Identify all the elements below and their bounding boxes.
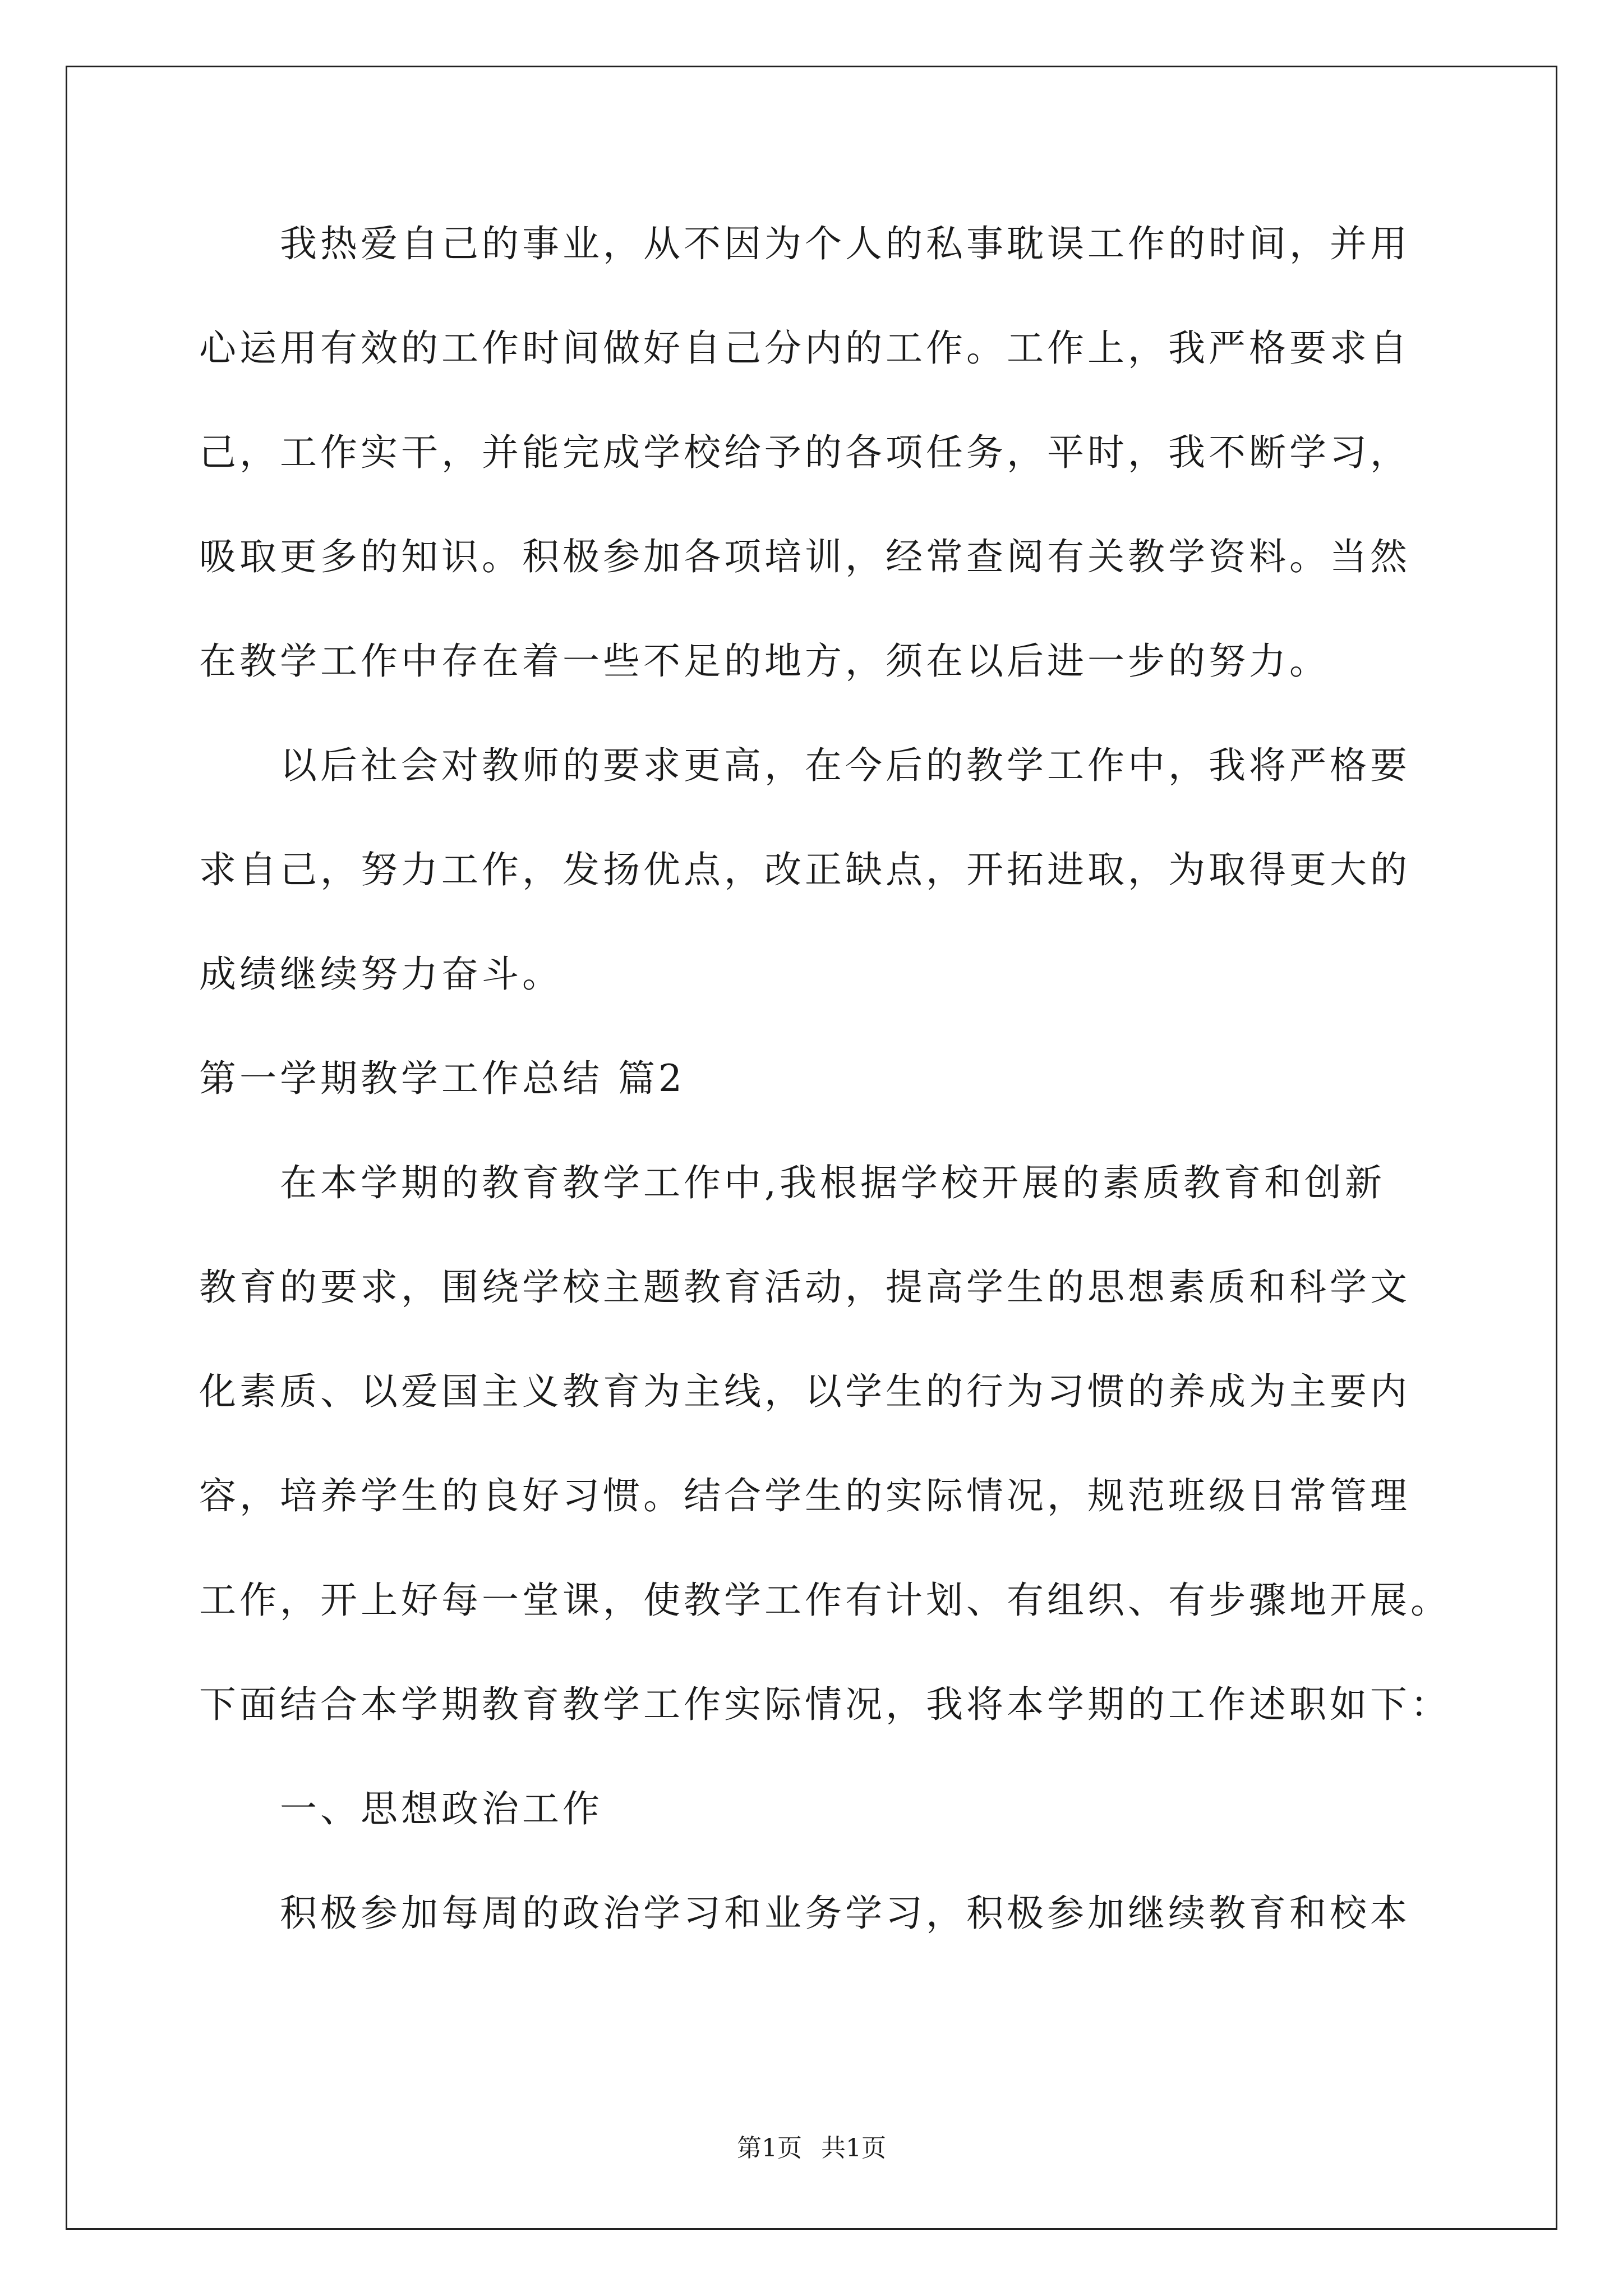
paragraph-line: 成绩继续努力奋斗。 bbox=[199, 953, 562, 996]
paragraph-line: 在教学工作中存在着一些不足的地方，须在以后进一步的努力。 bbox=[199, 639, 1330, 683]
page-footer bbox=[0, 2132, 1623, 2165]
paragraph-line: 己，工作实干，并能完成学校给予的各项任务，平时，我不断学习， bbox=[199, 431, 1410, 474]
paragraph-line: 积极参加每周的政治学习和业务学习，积极参加继续教育和校本 bbox=[199, 1892, 1410, 1935]
paragraph-line: 容，培养学生的良好习惯。结合学生的实际情况，规范班级日常管理 bbox=[199, 1474, 1410, 1517]
paragraph-line: 化素质、以爱国主义教育为主线，以学生的行为习惯的养成为主要内 bbox=[199, 1370, 1410, 1413]
page-total: 共1页 bbox=[821, 2134, 886, 2162]
paragraph-line: 我热爱自己的事业，从不因为个人的私事耽误工作的时间，并用 bbox=[199, 222, 1410, 265]
paragraph-line: 求自己，努力工作，发扬优点，改正缺点，开拓进取，为取得更大的 bbox=[199, 848, 1410, 891]
paragraph-line: 吸取更多的知识。积极参加各项培训，经常查阅有关教学资料。当然 bbox=[199, 535, 1410, 578]
paragraph-line: 下面结合本学期教育教学工作实际情况，我将本学期的工作述职如下： bbox=[199, 1683, 1451, 1726]
paragraph-line: 心运用有效的工作时间做好自己分内的工作。工作上，我严格要求自 bbox=[199, 326, 1410, 370]
paragraph-line: 工作，开上好每一堂课，使教学工作有计划、有组织、有步骤地开展。 bbox=[199, 1579, 1451, 1622]
section-heading: 第一学期教学工作总结 篇2 bbox=[199, 1057, 685, 1100]
paragraph-line: 以后社会对教师的要求更高，在今后的教学工作中，我将严格要 bbox=[199, 744, 1410, 787]
page-number: 第1页 bbox=[737, 2134, 802, 2162]
paragraph-line: 在本学期的教育教学工作中,我根据学校开展的素质教育和创新 bbox=[199, 1161, 1385, 1204]
subsection-heading: 一、思想政治工作 bbox=[199, 1787, 603, 1830]
paragraph-line: 教育的要求，围绕学校主题教育活动，提高学生的思想素质和科学文 bbox=[199, 1266, 1410, 1309]
